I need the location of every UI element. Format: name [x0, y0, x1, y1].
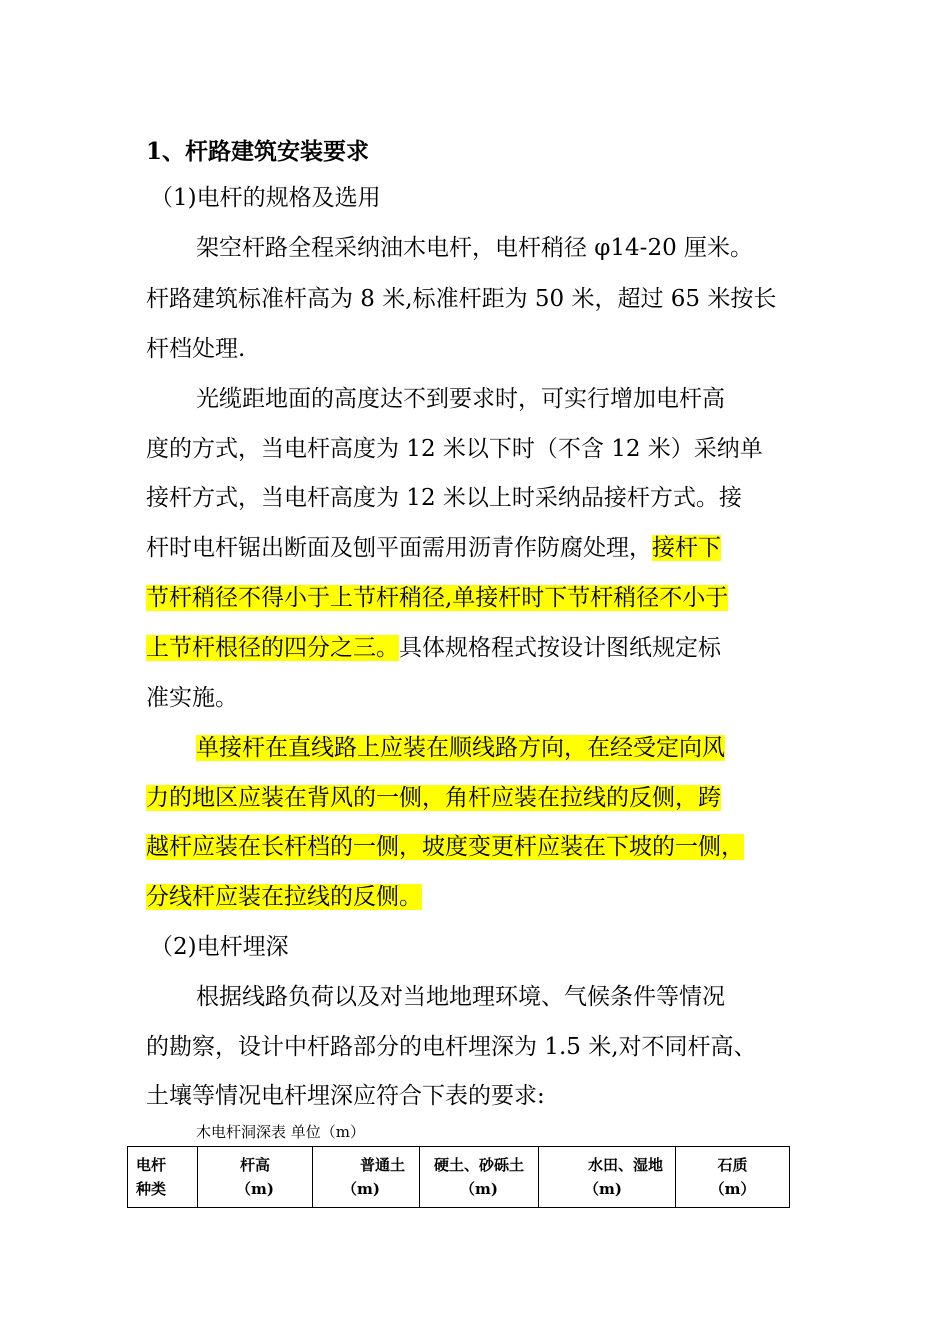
paragraph-line — [146, 583, 728, 613]
paragraph-line — [146, 783, 721, 813]
highlighted-text: 分线杆应装在拉线的反侧。 — [146, 884, 422, 910]
paragraph-line: 的勘察，设计中杆路部分的电杆埋深为 1.5 米,对不同杆高、 — [146, 1034, 757, 1060]
paragraph-line: 接杆方式，当电杆高度为 12 米以上时采纳品接杆方式。接 — [146, 485, 742, 511]
paragraph-line: 杆路建筑标准杆高为 8 米,标准杆距为 50 米，超过 65 米按长 — [146, 286, 777, 312]
header-cell — [539, 1147, 676, 1208]
paragraph-line: 土壤等情况电杆埋深应符合下表的要求: — [146, 1083, 545, 1109]
header-line: 种类 — [136, 1180, 167, 1198]
header-line: 水田、湿地 — [587, 1156, 663, 1174]
plain-text: 杆时电杆锯出断面及刨平面需用沥青作防腐处理， — [146, 535, 652, 561]
header-cell — [128, 1147, 198, 1208]
highlighted-text: 越杆应装在长杆档的一侧，坡度变更杆应装在下坡的一侧， — [146, 834, 744, 860]
table-header-row — [128, 1147, 790, 1208]
header-line: 电杆 — [136, 1156, 167, 1174]
header-line: （m） — [709, 1180, 756, 1198]
paragraph-line — [146, 832, 744, 862]
table-caption: 木电杆洞深表 单位（m） — [196, 1123, 365, 1141]
pole-depth-table — [127, 1146, 790, 1208]
header-line: 石质 — [717, 1156, 748, 1174]
paragraph-line — [146, 533, 721, 563]
paragraph-line — [146, 633, 721, 663]
header-cell — [420, 1147, 539, 1208]
highlighted-text: 上节杆根径的四分之三。 — [146, 635, 399, 661]
subsection-title-2: （2)电杆埋深 — [150, 934, 289, 960]
header-line: （m) — [342, 1180, 380, 1198]
plain-text: 具体规格程式按设计图纸规定标 — [399, 635, 721, 661]
header-cell — [676, 1147, 790, 1208]
subsection-title-1: （1)电杆的规格及选用 — [150, 185, 381, 211]
paragraph-line — [196, 733, 725, 763]
paragraph-line: 根据线路负荷以及对当地地理环境、气候条件等情况 — [196, 984, 725, 1010]
highlighted-text: 力的地区应装在背风的一侧，角杆应装在拉线的反侧，跨 — [146, 785, 721, 811]
header-line: （m) — [460, 1180, 498, 1198]
highlighted-text: 节杆稍径不得小于上节杆稍径,单接杆时下节杆稍径不小于 — [146, 585, 729, 611]
paragraph-line: 度的方式，当电杆高度为 12 米以下时（不含 12 米）采纳单 — [146, 436, 763, 462]
paragraph-line: 光缆距地面的高度达不到要求时，可实行增加电杆高 — [196, 386, 725, 412]
header-line: 普通土 — [359, 1156, 405, 1174]
header-cell — [313, 1147, 420, 1208]
highlighted-text: 单接杆在直线路上应装在顺线路方向，在经受定向风 — [196, 735, 725, 761]
paragraph-line: 架空杆路全程采纳油木电杆，电杆稍径 φ14-20 厘米。 — [196, 235, 754, 261]
header-line: 硬土、砂砾土 — [433, 1156, 524, 1174]
header-line: （m) — [236, 1180, 274, 1198]
highlighted-text: 接杆下 — [652, 535, 721, 561]
header-line: （m) — [584, 1180, 622, 1198]
paragraph-line — [146, 882, 422, 912]
header-line: 杆高 — [239, 1156, 270, 1174]
paragraph-line: 准实施。 — [146, 685, 238, 711]
header-cell — [198, 1147, 313, 1208]
paragraph-line: 杆档处理. — [146, 336, 246, 362]
section-heading: 1、杆路建筑安装要求 — [146, 138, 370, 165]
